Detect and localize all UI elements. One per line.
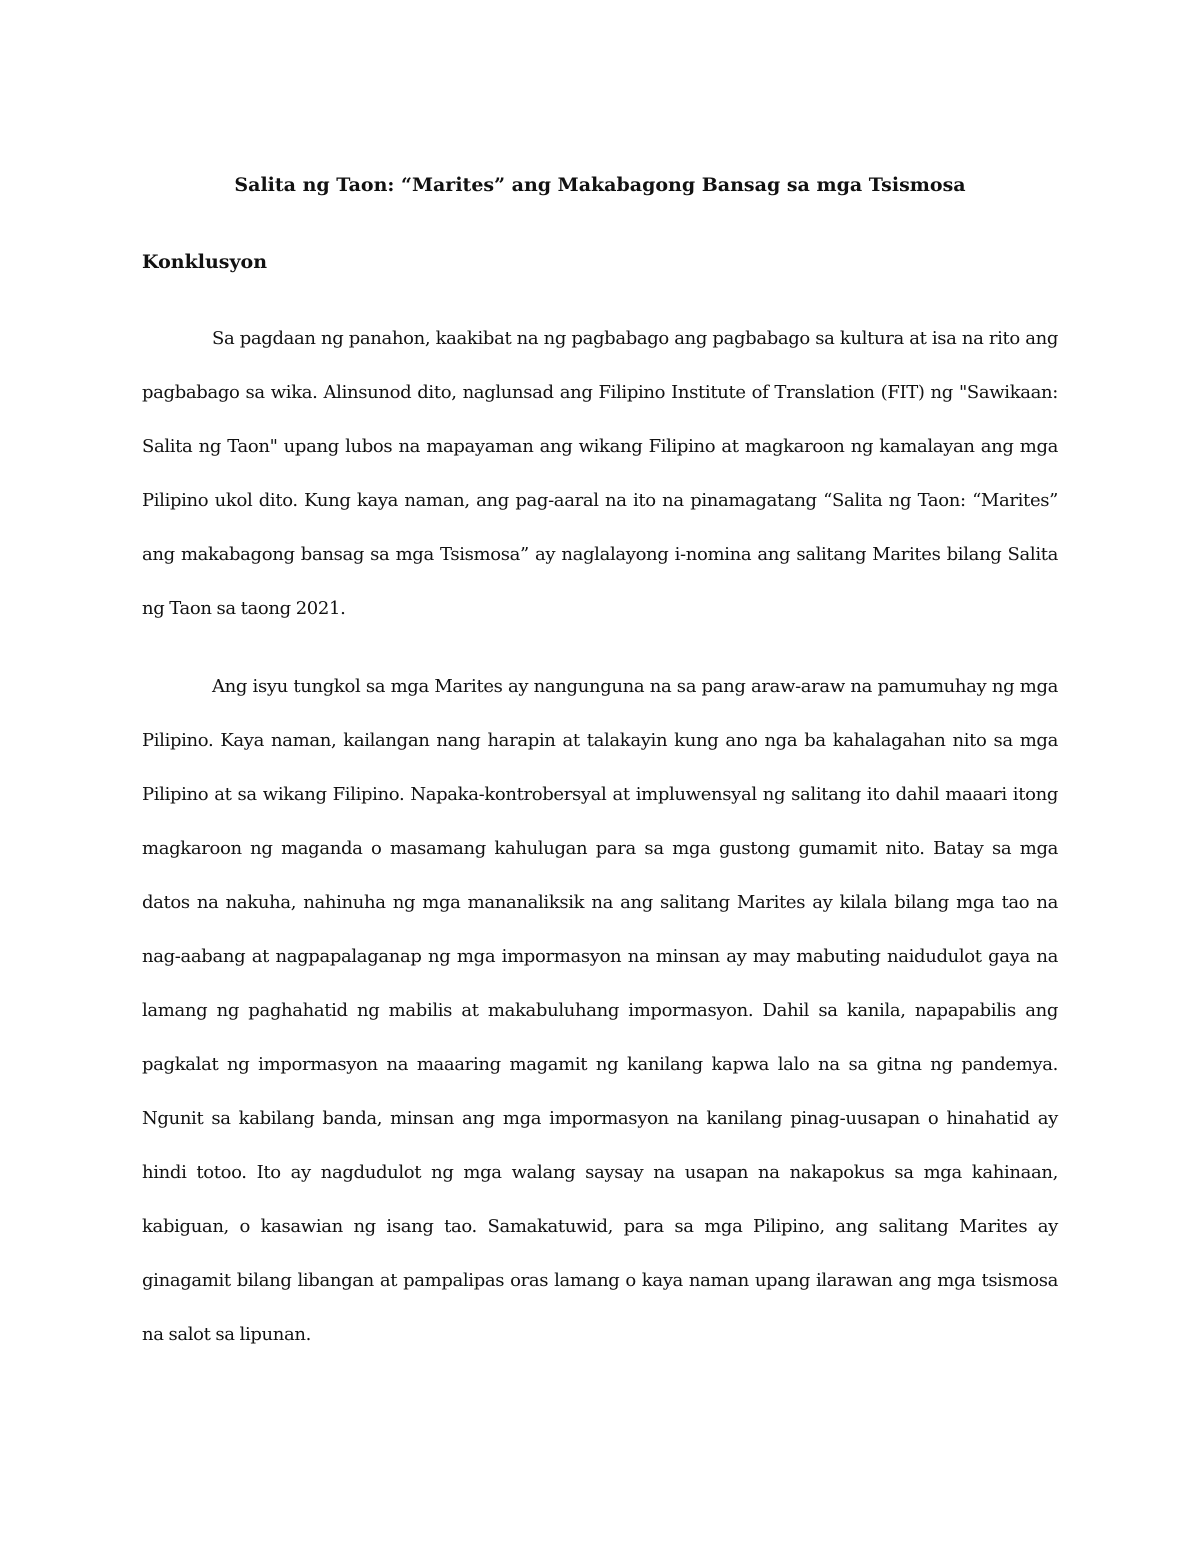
paragraph-2: Ang isyu tungkol sa mga Marites ay nangunguna na sa pang araw-araw na pamumuhay ng mga Pilipino. Kaya naman, kailangan nang harapin at talakayin kung ano nga ba kahalagahan nito sa mga Pilipino at sa wikang Filipino. Napaka-kontrobersyal at impluwensyal ng salitang ito dahil maaari itong magkaroon ng maganda o masamang kahulugan para sa mga gustong gumamit nito. Batay sa mga datos na nakuha, nahinuha ng mga mananaliksik na ang salitang Marites ay kilala bilang mga tao na nag-aabang at nagpapalaganap ng mga impormasyon na minsan ay may mabuting naidudulot gaya na lamang ng paghahatid ng mabilis at makabuluhang impormasyon. Dahil sa kanila, napapabilis ang pagkalat ng impormasyon na maaaring magamit ng kanilang kapwa lalo na sa gitna ng pandemya. Ngunit sa kabilang banda, minsan ang mga impormasyon na kanilang pinag-uusapan o hinahatid ay hindi totoo. Ito ay nagdudulot ng mga walang saysay na usapan na nakapokus sa mga kahinaan, kabiguan, o kasawian ng isang tao. Samakatuwid, para sa mga Pilipino, ang salitang Marites ay ginagamit bilang libangan at pampalipas oras lamang o kaya naman upang ilarawan ang mga tsismosa na salot sa lipunan. (142, 676, 1058, 1345)
paragraph-1: Sa pagdaan ng panahon, kaakibat na ng pagbabago ang pagbabago sa kultura at isa na rito ang pagbabago sa wika. Alinsunod dito, naglunsad ang Filipino Institute of Translation (FIT) ng "Sawikaan: Salita ng Taon" upang lubos na mapayaman ang wikang Filipino at magkaroon ng kamalayan ang mga Pilipino ukol dito. Kung kaya naman, ang pag-aaral na ito na pinamagatang “Salita ng Taon: “Marites” ang makabagong bansag sa mga Tsismosa” ay naglalayong i-nomina ang salitang Marites bilang Salita ng Taon sa taong 2021. (142, 328, 1058, 619)
section-heading: Konklusyon (142, 251, 268, 273)
document-title: Salita ng Taon: “Marites” ang Makabagong Bansag sa mga Tsismosa (234, 174, 966, 196)
